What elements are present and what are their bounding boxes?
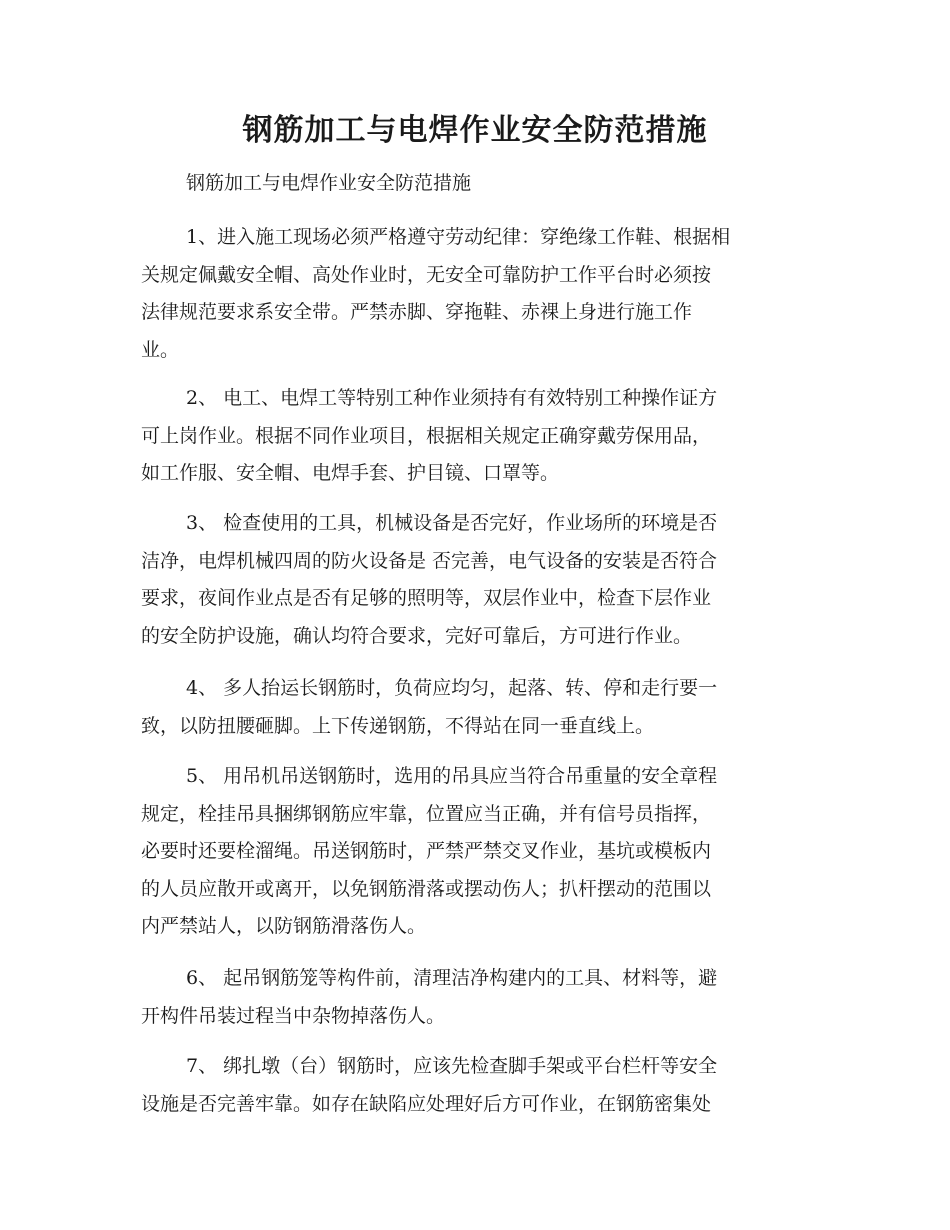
paragraph-6 bbox=[141, 960, 806, 1035]
paragraph-line: 要求，夜间作业点是否有足够的照明等，双层作业中，检查下层作业 bbox=[141, 587, 712, 609]
paragraph-7 bbox=[141, 1048, 806, 1123]
paragraph-line: 可上岗作业。根据不同作业项目，根据相关规定正确穿戴劳保用品， bbox=[141, 424, 712, 447]
paragraph-line: 关规定佩戴安全帽、高处作业时，无安全可靠防护工作平台时必须按 bbox=[141, 263, 712, 286]
paragraph-3 bbox=[141, 505, 806, 655]
paragraph-line: 的人员应散开或离开，以免钢筋滑落或摆动伤人；扒杆摆动的范围以 bbox=[141, 877, 712, 900]
paragraph-line: 1、进入施工现场必须严格遵守劳动纪律：穿绝缘工作鞋、根据相 bbox=[186, 226, 731, 248]
paragraph-line: 7、 绑扎墩（台）钢筋时，应该先检查脚手架或平台栏杆等安全 bbox=[186, 1055, 718, 1077]
paragraph-line: 的安全防护设施，确认均符合要求，完好可靠后，方可进行作业。 bbox=[141, 624, 693, 647]
paragraph-line: 法律规范要求系安全带。严禁赤脚、穿拖鞋、赤裸上身进行施工作 bbox=[141, 301, 693, 323]
paragraph-line: 开构件吊装过程当中杂物掉落伤人。 bbox=[141, 1004, 446, 1027]
paragraph-line: 2、 电工、电焊工等特别工种作业须持有有效特别工种操作证方 bbox=[186, 387, 718, 409]
paragraph-line: 3、 检查使用的工具，机械设备是否完好，作业场所的环境是否 bbox=[186, 512, 718, 534]
paragraph-5 bbox=[141, 758, 806, 946]
paragraph-line: 6、 起吊钢筋笼等构件前，清理洁净构建内的工具、材料等，避 bbox=[186, 967, 718, 989]
paragraph-line: 规定，栓挂吊具捆绑钢筋应牢靠，位置应当正确，并有信号员指挥， bbox=[141, 802, 712, 825]
paragraph-line: 5、 用吊机吊送钢筋时，选用的吊具应当符合吊重量的安全章程 bbox=[186, 765, 718, 787]
paragraph-line: 洁净，电焊机械四周的防火设备是 否完善，电气设备的安装是否符合 bbox=[141, 549, 718, 572]
paragraph-line: 如工作服、安全帽、电焊手套、护目镜、口罩等。 bbox=[141, 462, 560, 484]
paragraph-line: 设施是否完善牢靠。如存在缺陷应处理好后方可作业，在钢筋密集处 bbox=[141, 1092, 712, 1115]
paragraph-line: 必要时还要栓溜绳。吊送钢筋时，严禁严禁交叉作业，基坑或模板内 bbox=[141, 840, 712, 862]
paragraph-4 bbox=[141, 670, 806, 745]
document-title: 钢筋加工与电焊作业安全防范措施 bbox=[242, 113, 708, 148]
paragraph-2 bbox=[141, 380, 806, 493]
paragraph-line: 内严禁站人，以防钢筋滑落伤人。 bbox=[141, 915, 427, 937]
paragraph-1 bbox=[141, 219, 806, 369]
paragraph-line: 业。 bbox=[141, 338, 180, 361]
paragraph-line: 4、 多人抬运长钢筋时，负荷应均匀，起落、转、停和走行要一 bbox=[186, 677, 718, 699]
document-subtitle: 钢筋加工与电焊作业安全防范措施 bbox=[186, 172, 472, 194]
paragraph-line: 致，以防扭腰砸脚。上下传递钢筋，不得站在同一垂直线上。 bbox=[141, 714, 655, 737]
